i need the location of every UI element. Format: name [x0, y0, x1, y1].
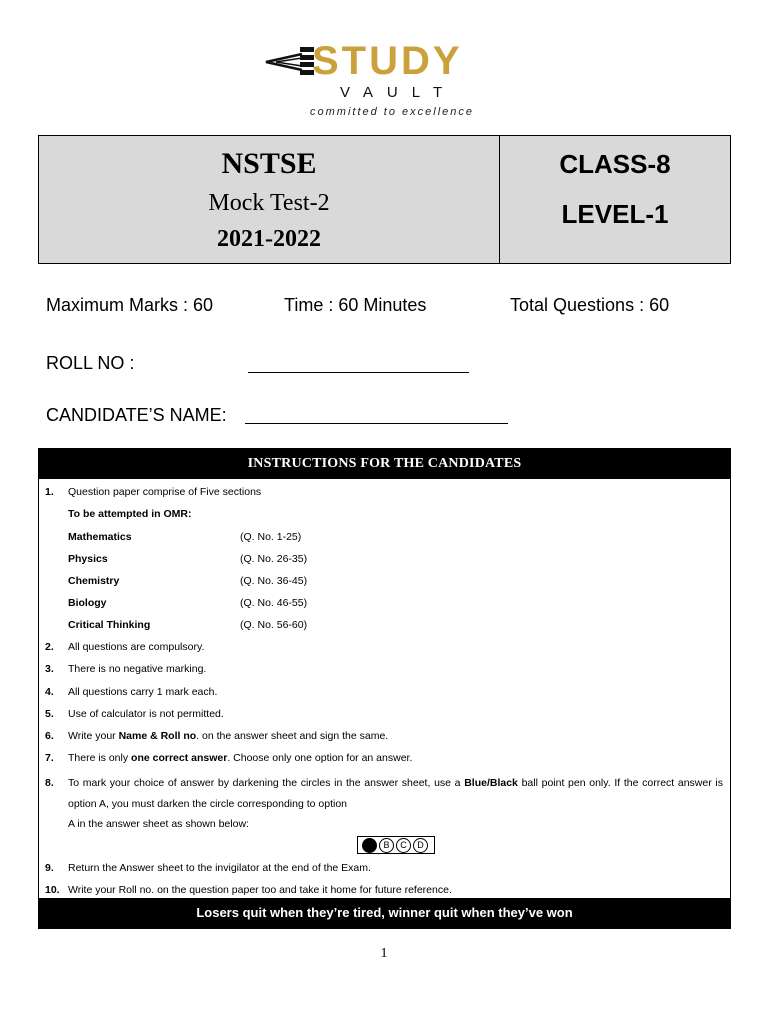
roll-no-label: ROLL NO : [46, 353, 135, 373]
logo-word: STUDY [312, 39, 463, 83]
bubble-b: B [379, 838, 394, 853]
study-vault-logo [262, 39, 512, 122]
exam-level: LEVEL-1 [561, 199, 669, 229]
candidate-name-line[interactable] [245, 423, 508, 424]
bubble-example [357, 836, 435, 854]
total-questions: Total Questions : 60 [510, 295, 670, 315]
logo-vault-text: VAULT [340, 84, 457, 101]
candidate-name-label: CANDIDATE’S NAME: [46, 405, 227, 425]
motivational-footer: Losers quit when they’re tired, winner quit when they’ve won [39, 898, 730, 928]
instructions-list: 1. Question paper comprise of Five sections To be attempted in OMR: Mathematics (Q. No. 1-25) Physics (Q. No. 26-35) Chemistry (Q. No. 36-45) Biology (Q. No. 46-55) Critical Thinking (Q. No. 56-60) 2. All questions are compulsory. 3. There is no negative marking. 4. All questions carry 1 mark each. 5. Use of calculator is not permitted. 6. Write your Name & Roll no. on the answer sheet and sign the same. 7. There is only one correct answer. Choose only one option for an answer. 8. To mark your choice of answer by darkening the circles in the answer sheet, use a Blue/Black ball point pen only. If the correct answer is option A, you must darken the circle corresponding to option A in the answer sheet as shown below: B C D 9. Return the Answer sheet to the invigilator at the end of the Exam. 10. Write your Roll no. on the question paper too and take it home for future reference. [39, 479, 730, 899]
bubble-c: C [396, 838, 411, 853]
exam-header-table [38, 135, 731, 264]
logo-mark [262, 39, 512, 83]
max-marks: Maximum Marks : 60 [46, 295, 214, 315]
exam-class: CLASS-8 [559, 149, 671, 179]
logo-tagline: committed to excellence [310, 106, 474, 118]
omr-label: To be attempted in OMR: [68, 508, 192, 520]
roll-no-line[interactable] [248, 372, 469, 373]
time-allowed: Time : 60 Minutes [284, 295, 427, 315]
exam-header-left [39, 136, 500, 263]
exam-year: 2021-2022 [217, 226, 321, 252]
answer-bubble-example [39, 836, 729, 856]
logo-arrow-icon [262, 53, 304, 71]
exam-header-right [500, 136, 730, 263]
bubble-a-filled [362, 838, 377, 853]
exam-title: NSTSE [221, 147, 317, 180]
instructions-heading: INSTRUCTIONS FOR THE CANDIDATES [39, 449, 730, 479]
exam-subtitle: Mock Test-2 [208, 190, 330, 216]
instructions-box [38, 448, 731, 929]
page-number: 1 [380, 946, 388, 961]
bubble-d: D [413, 838, 428, 853]
